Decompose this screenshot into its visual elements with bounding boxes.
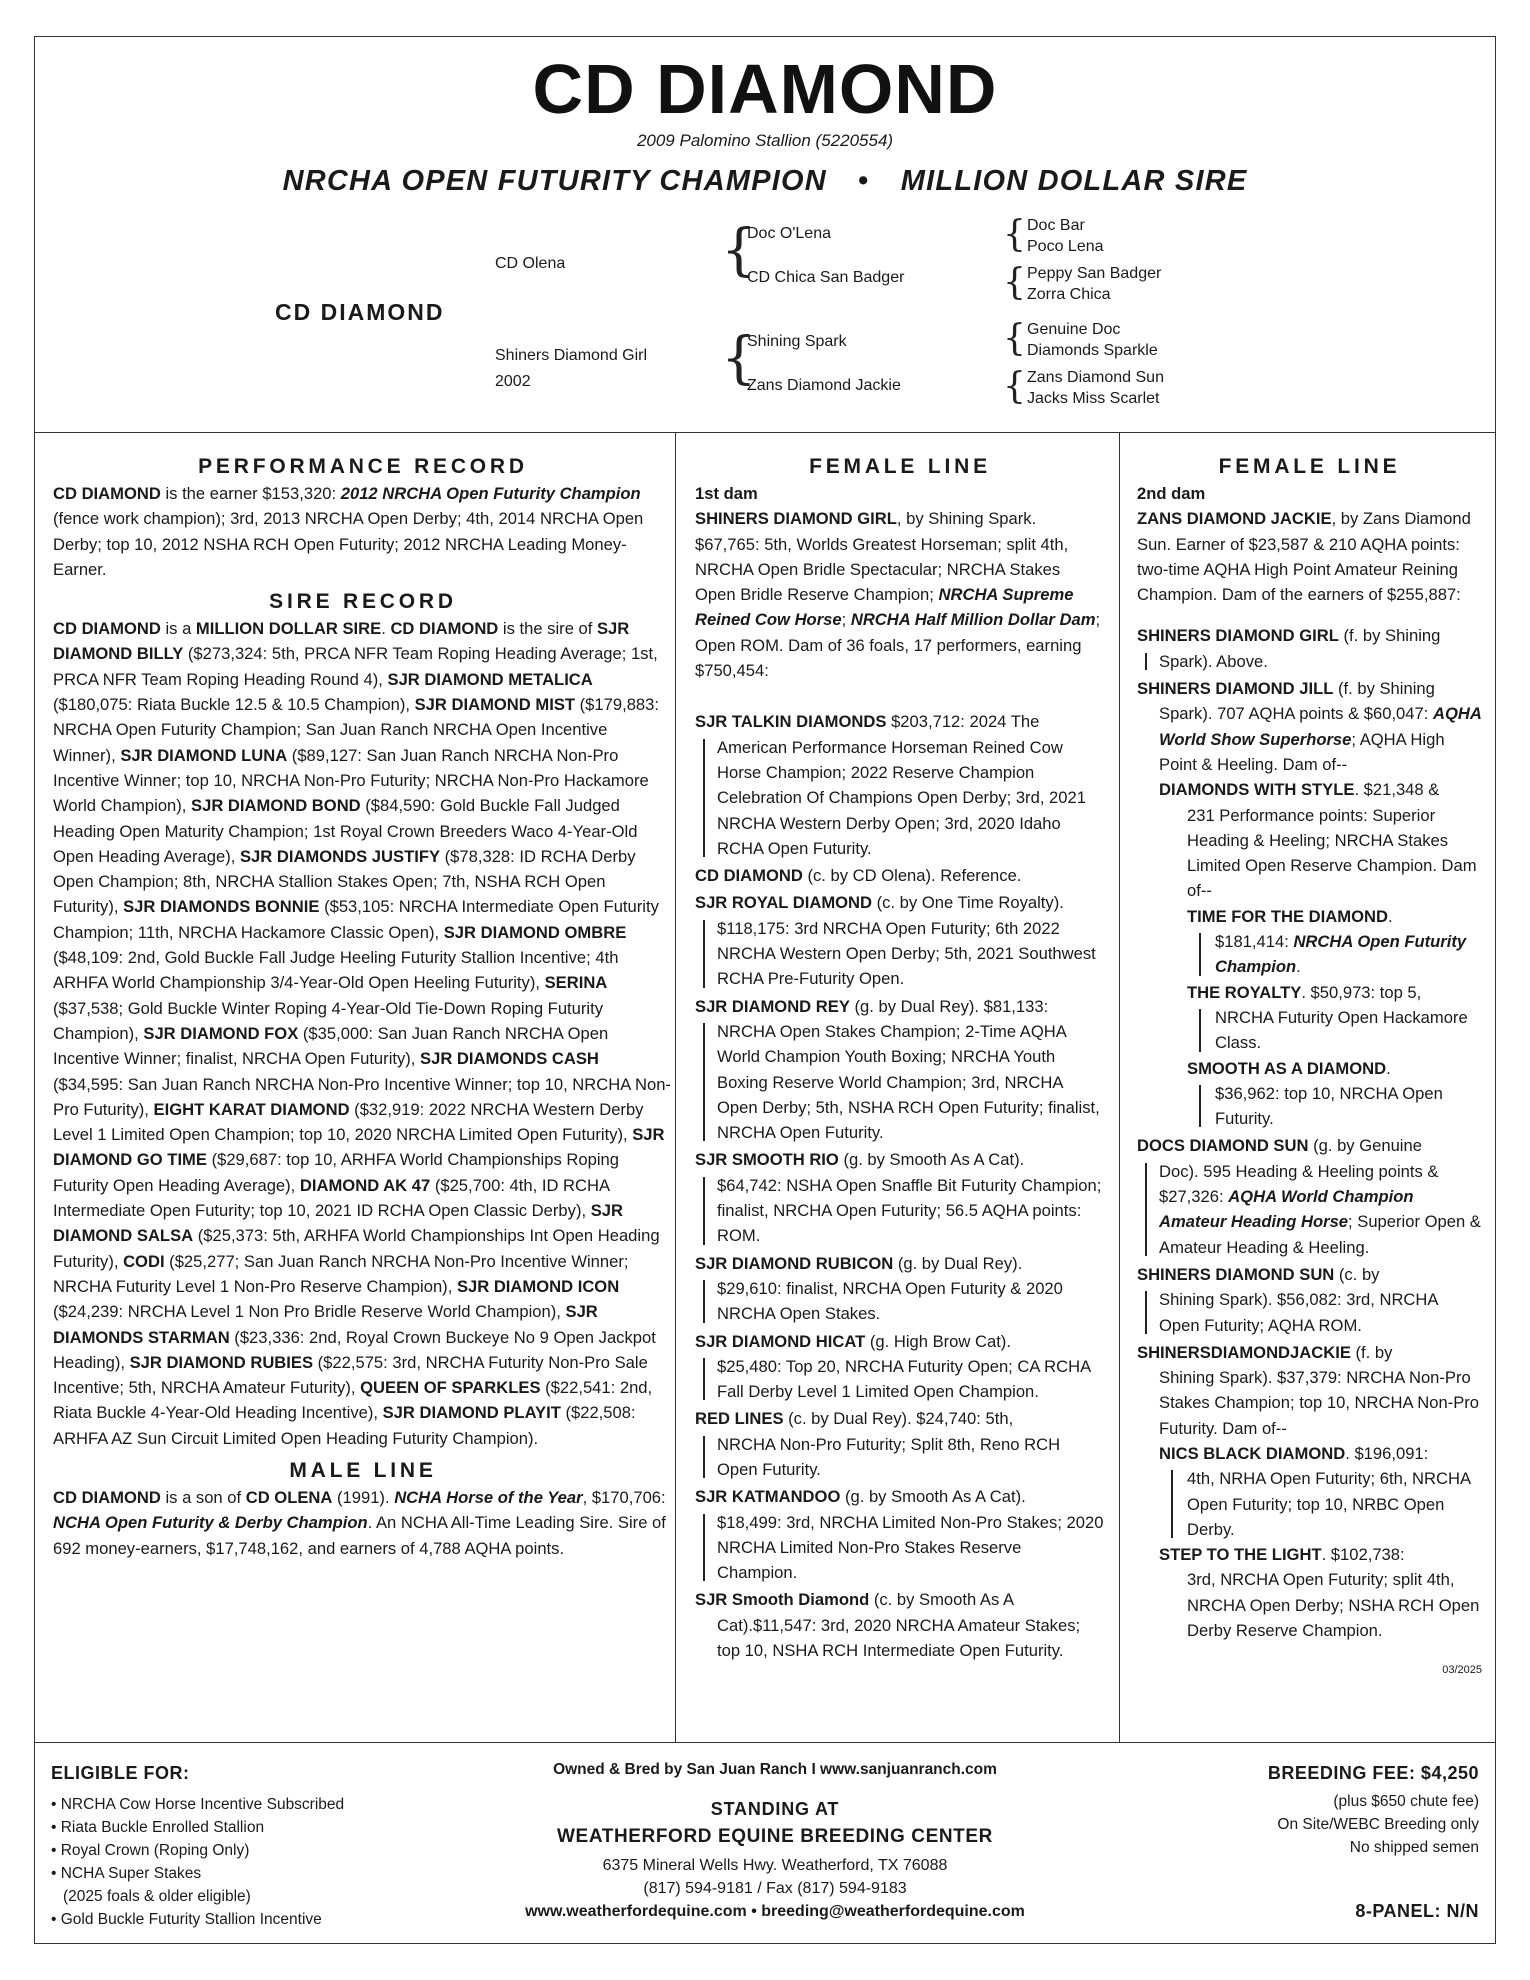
female-line-heading: FEMALE LINE [1218, 455, 1401, 478]
stallion-name-title: CD DIAMOND [532, 50, 998, 128]
eligible-list [51, 1793, 344, 1931]
eligible-item: • NRCHA Cow Horse Incentive Subscribed [51, 1796, 345, 1813]
column-female-line-1 [695, 453, 1105, 1663]
standing-info [455, 1761, 1095, 1923]
owner-line: Owned & Bred by San Juan Ranch I www.sanjuanranch.com [553, 1761, 997, 1778]
offspring-entry: DOCS DIAMOND SUN (g. by Genuine Doc). 595 Heading & Heeling points & $27,326: AQHA World Champion Amateur Heading Horse; Superior Open & Amateur Heading & Heeling. [1137, 1133, 1482, 1259]
offspring-entry: SHINERS DIAMOND SUN (c. by Shining Spark). $56,082: 3rd, NRCHA Open Futurity; AQHA ROM. [1137, 1262, 1482, 1338]
brace-sire: { [721, 218, 757, 283]
eligible-item: • Royal Crown (Roping Only) [51, 1842, 250, 1859]
brace-ggp-1: { [1003, 214, 1026, 255]
offspring-entry: SHINERS DIAMOND JILL (f. by Shining Spark). 707 AQHA points & $60,047: AQHA World Show Superhorse; AQHA High Point & Heeling. Dam of-- DIAMONDS WITH STYLE. $21,348 & 231 Performance points: Superior Heading & Heeling; NRCHA Stakes Limited Open Reserve Champion. Dam of-- TIME FOR THE DIAMOND. $181,414: NRCHA Open Futurity Champion. THE ROYALTY. $50,973: top 5, NRCHA Futurity Open Hackamore Class. SMOOTH AS A DIAMOND. $36,962: top 10, NRCHA Open Futurity. [1137, 676, 1482, 1131]
pedigree-dam-year: 2002 [495, 373, 531, 390]
pedigree-ggp-8: Jacks Miss Scarlet [1027, 390, 1160, 407]
date-stamp: 03/2025 [1442, 1664, 1482, 1677]
pedigree-dam-dam: Zans Diamond Jackie [747, 377, 901, 394]
pedigree-ggp-6: Diamonds Sparkle [1027, 342, 1158, 359]
pedigree-ggp-4: Zorra Chica [1027, 286, 1111, 303]
first-dam-label: 1st dam [695, 484, 758, 503]
breeding-center-phone: (817) 594-9181 / Fax (817) 594-9183 [643, 1880, 907, 1897]
second-dam-text: ZANS DIAMOND JACKIE, by Zans Diamond Sun. Earner of $23,587 & 210 AQHA points: two-time AQHA High Point Amateur Reining Champion. Dam of the earners of $255,887: [1137, 509, 1471, 605]
pedigree-ggp-1: Doc Bar [1027, 217, 1085, 234]
honor-separator: • [858, 165, 870, 197]
pedigree-ggp-7: Zans Diamond Sun [1027, 369, 1164, 386]
pedigree-dam: Shiners Diamond Girl [495, 347, 648, 364]
column-female-line-2 [1137, 453, 1482, 1677]
offspring-entry: RED LINES (c. by Dual Rey). $24,740: 5th, NRCHA Non-Pro Futurity; Split 8th, Reno RCH Open Futurity. [695, 1406, 1105, 1482]
brace-ggp-2: { [1003, 262, 1026, 303]
pedigree-ggp-2: Poco Lena [1027, 238, 1104, 255]
breeding-center-web: www.weatherfordequine.com • breeding@weatherfordequine.com [525, 1903, 1025, 1920]
offspring-entry: SJR DIAMOND RUBICON (g. by Dual Rey). $29,610: finalist, NRCHA Open Futurity & 2020 NRCHA Open Stakes. [695, 1251, 1105, 1327]
column-divider [1119, 433, 1120, 1742]
breeding-center-address: 6375 Mineral Wells Hwy. Weatherford, TX 76088 [602, 1857, 948, 1874]
offspring-entry: SJR Smooth Diamond (c. by Smooth As A Cat).$11,547: 3rd, 2020 NRCHA Amateur Stakes; top 10, NSHA RCH Intermediate Open Futurity. [695, 1590, 1081, 1661]
brace-dam: { [721, 326, 757, 391]
offspring-entry: SJR TALKIN DIAMONDS $203,712: 2024 The American Performance Horseman Reined Cow Horse Champion; 2022 Reserve Champion Celebration Of Champions Open Derby; 3rd, 2021 NRCHA Western Derby Open; 3rd, 2020 Idaho RCHA Open Futurity. [695, 709, 1105, 861]
breeding-fee-block [1268, 1763, 1479, 1859]
honor-futurity: NRCHA OPEN FUTURITY CHAMPION [282, 165, 827, 197]
breeding-fee-title: BREEDING FEE: $4,250 [1267, 1763, 1479, 1783]
pedigree-dam-sire: Shining Spark [747, 333, 847, 350]
fee-detail: No shipped semen [1349, 1839, 1479, 1856]
eligible-item: (2025 foals & older eligible) [63, 1888, 251, 1905]
offspring-entry: SHINERSDIAMONDJACKIE (f. by Shining Spark). $37,379: NRCHA Non-Pro Stakes Champion; top 10, NRCHA Non-Pro Futurity. Dam of-- NICS BLACK DIAMOND. $196,091: 4th, NRHA Open Futurity; 6th, NRCHA Open Futurity; top 10, NRBC Open Derby. STEP TO THE LIGHT. $102,738: 3rd, NRCHA Open Futurity; split 4th, NRCHA Open Derby; NSHA RCH Open Derby Reserve Champion. [1137, 1340, 1482, 1644]
offspring-entry: SJR KATMANDOO (g. by Smooth As A Cat). $18,499: 3rd, NRCHA Limited Non-Pro Stakes; 2020 NRCHA Limited Non-Pro Stakes Reserve Champion. [695, 1484, 1105, 1585]
offspring-entry: SJR ROYAL DIAMOND (c. by One Time Royalty). $118,175: 3rd NRCHA Open Futurity; 6th 2022 NRCHA Western Open Derby; 5th, 2021 Southwest RCHA Pre-Futurity Open. [695, 890, 1105, 991]
breeding-center-name: WEATHERFORD EQUINE BREEDING CENTER [557, 1826, 993, 1847]
first-dam-text: SHINERS DIAMOND GIRL, by Shining Spark. $67,765: 5th, Worlds Greatest Horseman; split 4th, NRCHA Open Bridle Spectacular; NRCHA Stakes Open Bridle Reserve Champion; NRCHA Supreme Reined Cow Horse; NRCHA Half Million Dollar Dam; Open ROM. Dam of 36 foals, 17 performers, earning $750,454: [695, 509, 1101, 681]
honor-million: MILLION DOLLAR SIRE [900, 165, 1248, 197]
brace-ggp-4: { [1003, 366, 1026, 407]
eligible-item: • NCHA Super Stakes [51, 1865, 202, 1882]
sire-record-text: CD DIAMOND is a MILLION DOLLAR SIRE. CD DIAMOND is the sire of SJR DIAMOND BILLY ($273,324: 5th, PRCA NFR Team Roping Heading Average; 1st, PRCA NFR Team Roping Heading Round 4), SJR DIAMOND METALICA ($180,075: Riata Buckle 12.5 & 10.5 Champion), SJR DIAMOND MIST ($179,883: NRCHA Open Futurity Champion; San Juan Ranch NRCHA Open Incentive Winner), SJR DIAMOND LUNA ($89,127: San Juan Ranch NRCHA Non-Pro Incentive Winner; top 10, NRCHA Non-Pro Futurity; NRCHA Non-Pro Hackamore World Champion), SJR DIAMOND BOND ($84,590: Gold Buckle Fall Judged Heading Open Maturity Champion; 1st Royal Crown Breeders Waco 4-Year-Old Open Heading Average), SJR DIAMONDS JUSTIFY ($78,328: ID RCHA Derby Open Champion; 8th, NRCHA Stallion Stakes Open; 7th, NSHA RCH Open Futurity), SJR DIAMONDS BONNIE ($53,105: NRCHA Intermediate Open Futurity Champion; 11th, NRCHA Hackamore Classic Open), SJR DIAMOND OMBRE ($48,109: 2nd, Gold Buckle Fall Judge Heeling Futurity Stallion Incentive; 4th ARHFA World Championship 3/4-Year-Old Open Heeling Futurity), SERINA ($37,538; Gold Buckle Winter Roping 4-Year-Old Tie-Down Roping Futurity Champion), SJR DIAMOND FOX ($35,000: San Juan Ranch NRCHA Open Incentive Winner; finalist, NRCHA Open Futurity), SJR DIAMONDS CASH ($34,595: San Juan Ranch NRCHA Non-Pro Incentive Winner; top 10, NRCHA Non-Pro Futurity), EIGHT KARAT DIAMOND ($32,919: 2022 NRCHA Western Derby Level 1 Limited Open Champion; top 10, 2020 NRCHA Limited Open Futurity), SJR DIAMOND GO TIME ($29,687: top 10, ARHFA World Championships Roping Futurity Open Heading Average), DIAMOND AK 47 ($25,700: 4th, ID RCHA Intermediate Open Futurity; top 10, 2021 ID RCHA Open Classic Derby), SJR DIAMOND SALSA ($25,373: 5th, ARHFA World Championships Int Open Heading Futurity), CODI ($25,277; San Juan Ranch NRCHA Non-Pro Incentive Winner; NRCHA Futurity Level 1 Non-Pro Reserve Champion), SJR DIAMOND ICON ($24,239: NRCHA Level 1 Non Pro Bridle Reserve World Champion), SJR DIAMONDS STARMAN ($23,336: 2nd, Royal Crown Buckeye No 9 Open Jackpot Heading), SJR DIAMOND RUBIES ($22,575: 3rd, NRCHA Futurity Non-Pro Sale Incentive; 5th, NRCHA Amateur Futurity), QUEEN OF SPARKLES ($22,541: 2nd, Riata Buckle 4-Year-Old Heading Incentive), SJR DIAMOND PLAYIT ($22,508: ARHFA AZ Sun Circuit Limited Open Heading Futurity Champion). [53, 619, 671, 1448]
performance-record-heading: PERFORMANCE RECORD [198, 455, 528, 478]
fee-detail: On Site/WEBC Breeding only [1277, 1816, 1479, 1833]
pedigree-ggp-5: Genuine Doc [1027, 321, 1121, 338]
stallion-sheet [34, 36, 1496, 1944]
standing-at-label: STANDING AT [710, 1799, 840, 1819]
stallion-subtitle: 2009 Palomino Stallion (5220554) [636, 131, 894, 150]
pedigree-horse: CD DIAMOND [275, 299, 445, 325]
eligible-heading: ELIGIBLE FOR: [51, 1763, 190, 1783]
performance-record-text: CD DIAMOND is the earner $153,320: 2012 NRCHA Open Futurity Champion (fence work champion); 3rd, 2013 NRCHA Open Derby; 4th, 2014 NRCHA Open Derby; top 10, 2012 NSHA RCH Open Futurity; 2012 NRCHA Leading Money-Earner. [53, 484, 644, 579]
column-divider [675, 433, 676, 1742]
offspring-entry: SJR DIAMOND REY (g. by Dual Rey). $81,133: NRCHA Open Stakes Champion; 2-Time AQHA World Champion Youth Boxing; NRCHA Youth Boxing Reserve World Champion; 3rd, NRCHA Open Derby; 5th, NSHA RCH Open Futurity; finalist, NRCHA Open Futurity. [695, 994, 1105, 1146]
male-line-text: CD DIAMOND is a son of CD OLENA (1991). NCHA Horse of the Year, $170,706: NCHA Open Futurity & Derby Champion. An NCHA All-Time Leading Sire. Sire of 692 money-earners, $17,748,162, and earners of 4,788 AQHA points. [53, 1487, 666, 1558]
offspring-entry: CD DIAMOND (c. by CD Olena). Reference. [695, 866, 1022, 886]
offspring-entry: SJR SMOOTH RIO (g. by Smooth As A Cat). $64,742: NSHA Open Snaffle Bit Futurity Champion; finalist, NRCHA Open Futurity; 56.5 AQHA points: ROM. [695, 1147, 1105, 1248]
female-line-heading: FEMALE LINE [809, 455, 991, 478]
record-columns [35, 433, 1495, 1743]
eligible-item: • Gold Buckle Futurity Stallion Incentive [51, 1911, 322, 1928]
honors-line [35, 165, 1495, 198]
offspring-entry: SJR DIAMOND HICAT (g. High Brow Cat). $25,480: Top 20, NRCHA Futurity Open; CA RCHA Fall Derby Level 1 Limited Open Champion. [695, 1329, 1105, 1405]
male-line-heading: MALE LINE [289, 1458, 437, 1482]
fee-detail: (plus $650 chute fee) [1333, 1793, 1479, 1810]
header [35, 37, 1495, 433]
pedigree-sire-sire: Doc O'Lena [747, 225, 831, 242]
column-performance [53, 453, 673, 1561]
pedigree-sire: CD Olena [495, 255, 566, 272]
pedigree-ggp-3: Peppy San Badger [1027, 265, 1162, 282]
footer [35, 1743, 1495, 1945]
offspring-entry: SHINERS DIAMOND GIRL (f. by Shining Spark). Above. [1137, 623, 1482, 674]
eligible-item: • Riata Buckle Enrolled Stallion [51, 1819, 265, 1836]
brace-ggp-3: { [1003, 318, 1026, 359]
pedigree-sire-dam: CD Chica San Badger [747, 269, 905, 286]
sire-record-heading: SIRE RECORD [269, 590, 457, 614]
second-dam-label: 2nd dam [1137, 484, 1206, 503]
eight-panel-result: 8-PANEL: N/N [1355, 1901, 1479, 1921]
